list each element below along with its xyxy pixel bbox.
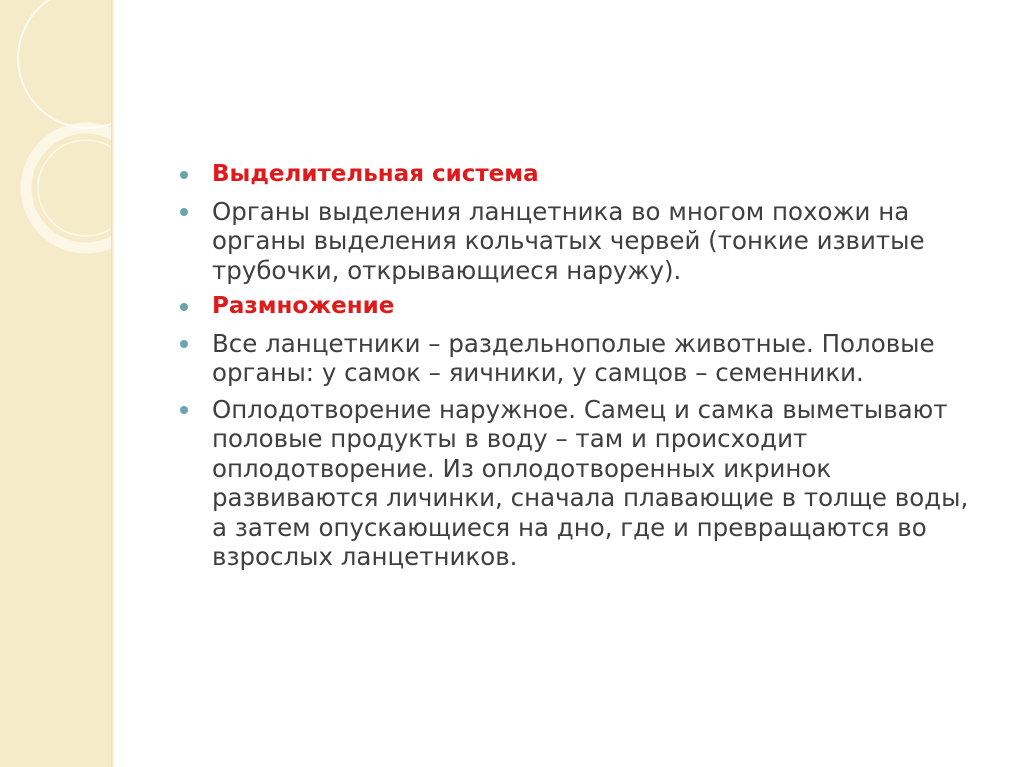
bullet-item-heading — [180, 292, 980, 322]
bullet-dot-icon — [180, 208, 188, 216]
bullet-dot-icon — [180, 171, 188, 179]
ring-ornament — [0, 0, 111, 767]
bullet-text: Выделительная система — [212, 161, 539, 187]
bullet-dot-icon — [180, 340, 188, 348]
inner-ring — [38, 140, 111, 236]
bullet-list — [180, 160, 980, 579]
bullet-text: Оплодотворение наружное. Самец и самка выметывают половые продукты в воду – там и происходит оплодотворение. Из оплодотворенных икринок развиваются личинки, сначала плавающие в толще воды, а затем опускающиеся на дно, где и превращаются во взрослых ланцетников. — [212, 394, 969, 571]
panel-divider — [111, 0, 115, 767]
bullet-item — [180, 329, 980, 388]
bullet-item — [180, 197, 980, 286]
bullet-item — [180, 395, 980, 572]
large-ring — [18, 0, 111, 128]
bullet-text: Размножение — [212, 293, 395, 319]
bullet-text: Все ланцетники – раздельнополые животные. Половые органы: у самок – яичники, у самцов – семенники. — [212, 328, 935, 387]
bullet-dot-icon — [180, 406, 188, 414]
bullet-dot-icon — [180, 303, 188, 311]
bullet-item-heading — [180, 160, 980, 190]
bullet-text: Органы выделения ланцетника во многом похожи на органы выделения кольчатых червей (тонкие извитые трубочки, открывающиеся наружу). — [212, 196, 925, 285]
decorative-side-panel — [0, 0, 111, 767]
